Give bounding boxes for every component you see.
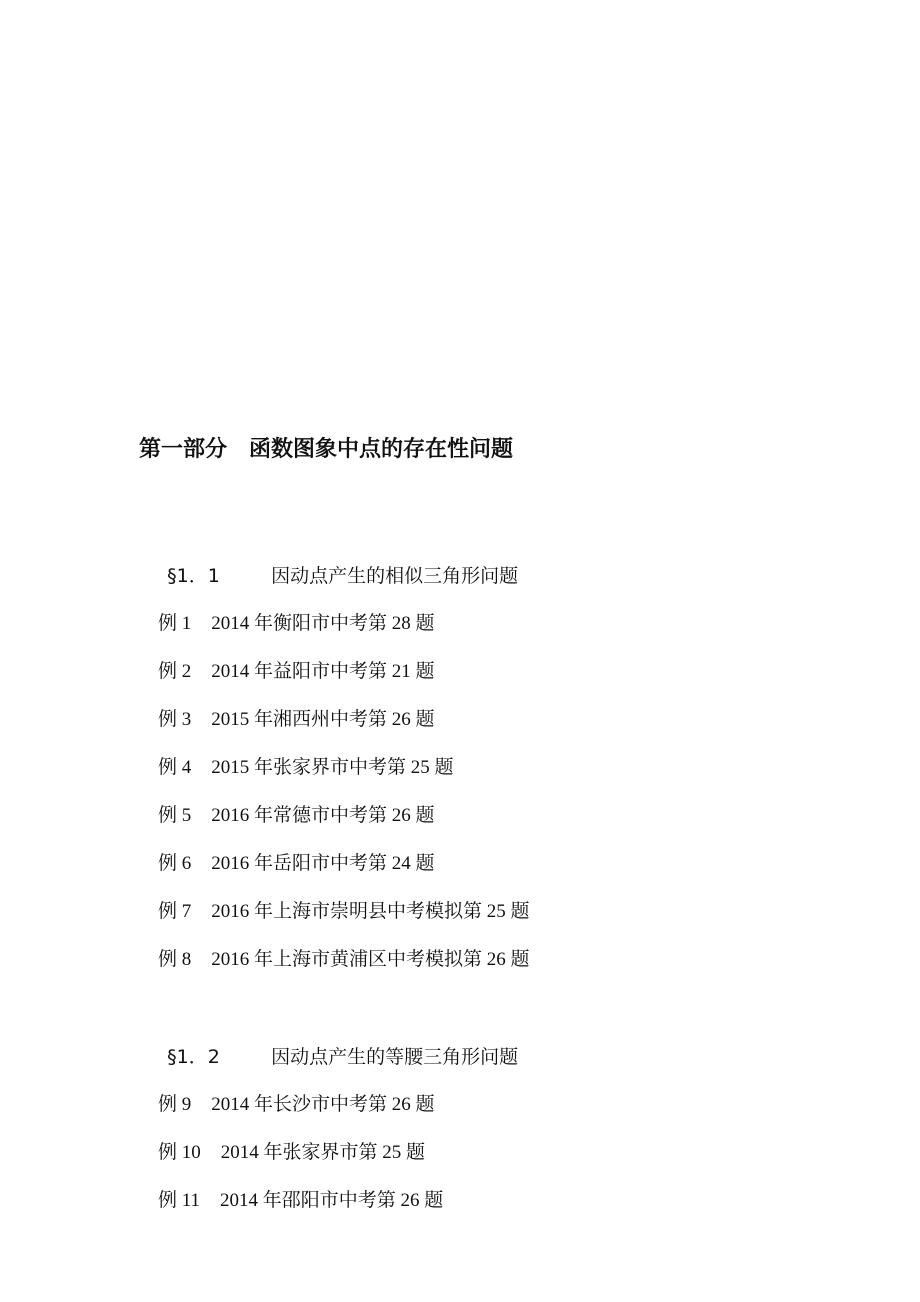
example-label: 例 2 bbox=[158, 661, 192, 682]
example-text: 2014 年邵阳市中考第 26 题 bbox=[220, 1190, 444, 1211]
example-item bbox=[139, 1156, 443, 1246]
example-label: 例 6 bbox=[158, 853, 192, 874]
section-number: §1．2 bbox=[167, 1046, 220, 1068]
example-label: 例 7 bbox=[158, 901, 192, 922]
example-text: 2014 年衡阳市中考第 28 题 bbox=[211, 613, 435, 634]
example-text: 2016 年上海市黄浦区中考模拟第 26 题 bbox=[211, 949, 530, 970]
example-text: 2016 年岳阳市中考第 24 题 bbox=[211, 853, 435, 874]
example-label: 例 9 bbox=[158, 1094, 192, 1115]
section-title: 因动点产生的等腰三角形问题 bbox=[271, 1046, 519, 1068]
example-label: 例 11 bbox=[158, 1190, 201, 1211]
example-label: 例 4 bbox=[158, 757, 192, 778]
example-text: 2014 年益阳市中考第 21 题 bbox=[211, 661, 435, 682]
example-item bbox=[139, 915, 530, 1005]
part-title: 第一部分 函数图象中点的存在性问题 bbox=[139, 437, 514, 462]
example-label: 例 5 bbox=[158, 805, 192, 826]
example-text: 2014 年张家界市第 25 题 bbox=[220, 1142, 426, 1163]
example-text: 2016 年上海市崇明县中考模拟第 25 题 bbox=[211, 901, 530, 922]
example-label: 例 8 bbox=[158, 949, 192, 970]
example-text: 2015 年湘西州中考第 26 题 bbox=[211, 709, 435, 730]
example-text: 2014 年长沙市中考第 26 题 bbox=[211, 1094, 435, 1115]
example-label: 例 10 bbox=[158, 1142, 201, 1163]
section-number: §1．1 bbox=[167, 565, 220, 587]
example-label: 例 3 bbox=[158, 709, 192, 730]
section-title: 因动点产生的相似三角形问题 bbox=[271, 565, 519, 587]
example-text: 2016 年常德市中考第 26 题 bbox=[211, 805, 435, 826]
example-label: 例 1 bbox=[158, 613, 192, 634]
example-text: 2015 年张家界市中考第 25 题 bbox=[211, 757, 454, 778]
